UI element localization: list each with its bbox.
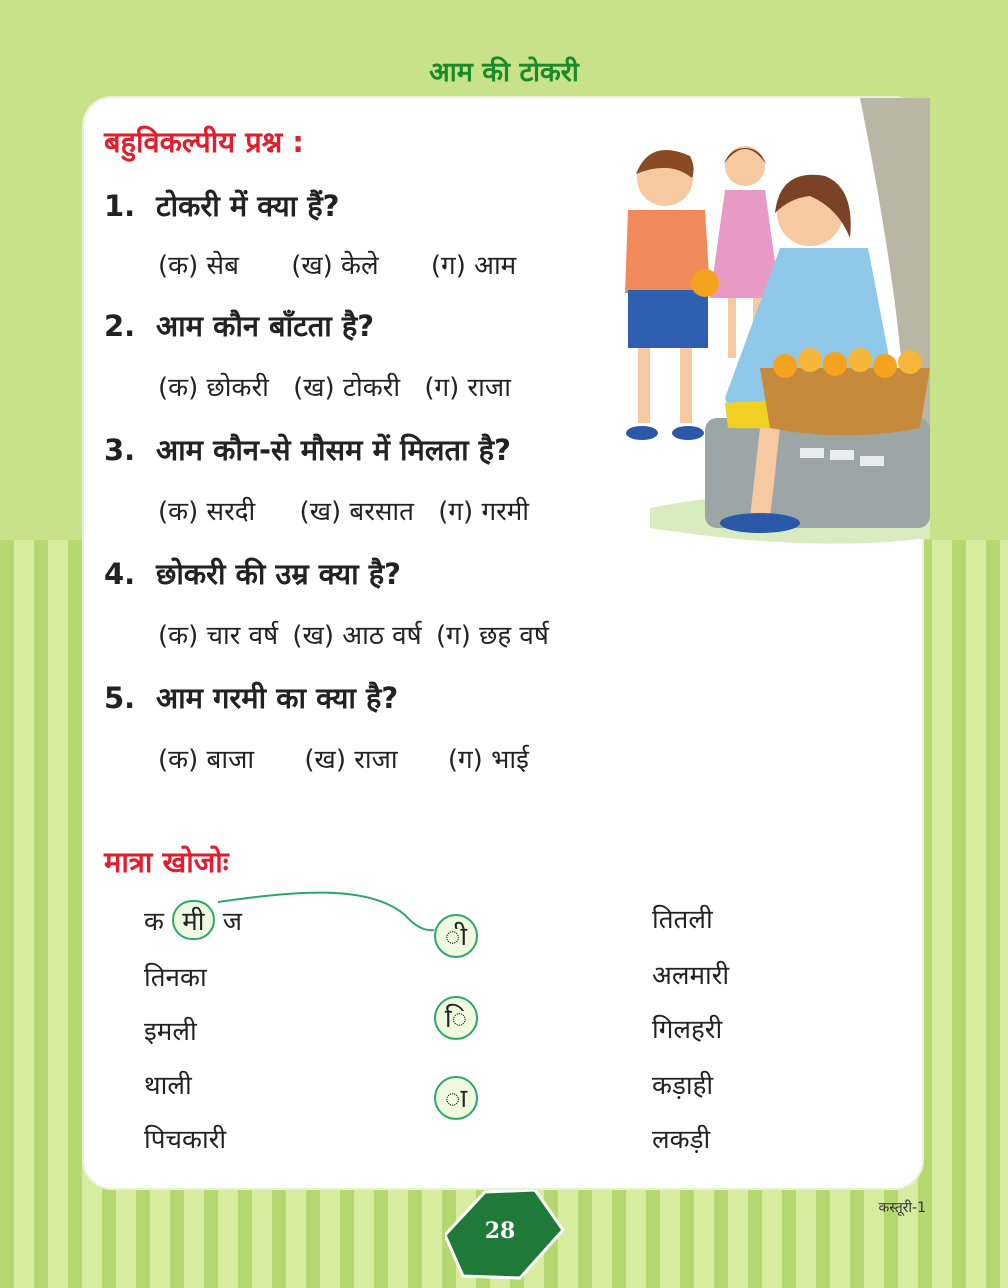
option: (ग) गरमी: [438, 497, 529, 527]
matra-symbol: ि: [434, 996, 478, 1040]
option: (ख) बरसात: [299, 497, 414, 527]
example-prefix: क: [144, 907, 164, 937]
example-word: [144, 900, 242, 940]
question-number: 4.: [104, 557, 136, 591]
matra-section-title: मात्रा खोजोः: [104, 845, 229, 879]
question-text: टोकरी में क्या हैं?: [156, 189, 340, 223]
question-number: 3.: [104, 433, 136, 467]
question-5: [104, 678, 398, 717]
option: (क) सरदी: [158, 497, 256, 527]
question-text: आम कौन बाँटता है?: [156, 309, 375, 343]
stone-seat: [705, 418, 930, 528]
options-5: [158, 740, 559, 776]
option: (क) छोकरी: [158, 373, 269, 403]
right-word: कड़ाही: [652, 1071, 714, 1101]
small-girl-head: [725, 146, 765, 186]
chapter-title: आम की टोकरी: [429, 57, 579, 88]
left-word: तिनका: [144, 963, 207, 993]
options-4: [158, 616, 579, 652]
right-word: लकड़ी: [652, 1125, 711, 1155]
circled-matra: मी: [172, 900, 214, 940]
option: (ग) भाई: [447, 745, 529, 775]
right-word: अलमारी: [652, 961, 730, 991]
question-number: 1.: [104, 189, 136, 223]
mcq-section-title: बहुविकल्पीय प्रश्न :: [104, 125, 304, 159]
mango-in-hand: [691, 269, 719, 297]
option: (ग) आम: [430, 251, 517, 281]
option: (ग) राजा: [424, 373, 511, 403]
mango-basket: [760, 368, 930, 436]
question-text: छोकरी की उम्र क्या है?: [156, 557, 401, 591]
left-word: थाली: [144, 1071, 192, 1101]
book-name: कस्तूरी-1: [878, 1200, 926, 1216]
question-3: [104, 430, 511, 469]
option: (क) सेब: [158, 251, 239, 281]
children-with-mango-basket-illustration: [610, 98, 930, 558]
question-4: [104, 554, 401, 593]
page-number-badge: [445, 1190, 565, 1280]
example-suffix: ज: [222, 907, 243, 937]
right-word: तितली: [652, 905, 713, 935]
question-1: [104, 186, 339, 225]
option: (ख) आठ वर्ष: [292, 621, 422, 651]
options-1: [158, 246, 546, 282]
left-word: इमली: [144, 1017, 197, 1047]
right-word: गिलहरी: [652, 1015, 723, 1045]
question-number: 2.: [104, 309, 136, 343]
question-text: आम कौन-से मौसम में मिलता है?: [156, 433, 511, 467]
option: (ख) टोकरी: [293, 373, 401, 403]
option: (क) चार वर्ष: [158, 621, 279, 651]
options-3: [158, 492, 559, 528]
option: (क) बाजा: [158, 745, 255, 775]
option: (ग) छह वर्ष: [435, 621, 549, 651]
options-2: [158, 368, 541, 404]
question-2: [104, 306, 374, 345]
page-number: 28: [484, 1218, 516, 1244]
question-text: आम गरमी का क्या है?: [156, 681, 399, 715]
option: (ख) राजा: [304, 745, 398, 775]
matra-symbol: ा: [434, 1076, 478, 1120]
question-number: 5.: [104, 681, 136, 715]
boy-shorts: [628, 290, 708, 348]
option: (ख) केले: [291, 251, 379, 281]
left-word: पिचकारी: [144, 1125, 227, 1155]
matra-symbol: ी: [434, 914, 478, 958]
